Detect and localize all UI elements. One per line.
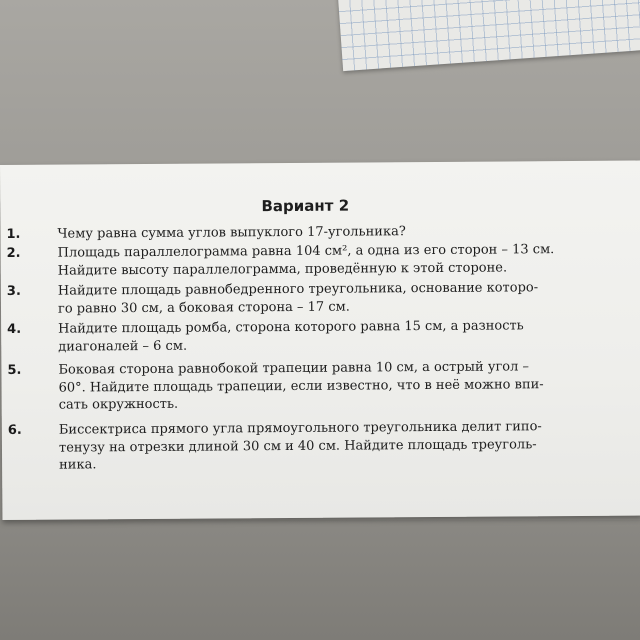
task-line: Найдите высоту параллелограмма, проведённую к этой стороне. — [57, 259, 508, 279]
task-line: Биссектриса прямого угла прямоугольного треугольника делит гипо- — [58, 419, 542, 438]
task-5 — [1, 359, 640, 413]
task-line: ника. — [59, 457, 97, 473]
task-number: 2. — [6, 245, 21, 261]
task-number: 3. — [6, 283, 21, 299]
task-line: го равно 30 см, а боковая сторона – 17 см. — [57, 299, 350, 317]
task-1 — [0, 223, 640, 242]
variant-title: Вариант 2 — [261, 196, 350, 216]
task-3 — [1, 280, 640, 317]
task-text — [59, 418, 619, 474]
task-number: 5. — [7, 362, 22, 378]
task-text — [58, 358, 618, 414]
task-line: тенузу на отрезки длиной 30 см и 40 см. Найдите площадь треуголь- — [58, 436, 537, 456]
task-line: Найдите площадь равнобедренного треугольника, основание которо- — [57, 280, 539, 299]
task-number: 1. — [6, 226, 21, 242]
table-surface-lower — [0, 520, 640, 640]
task-line: 60°. Найдите площадь трапеции, если известно, что в неё можно впи- — [58, 376, 544, 396]
task-text — [58, 279, 618, 318]
task-text — [58, 241, 618, 280]
task-line: сать окружность. — [58, 396, 179, 413]
task-number: 6. — [7, 422, 22, 438]
assignment-sheet — [0, 161, 640, 520]
task-line: Найдите площадь ромба, сторона которого равна 15 см, а разность — [58, 318, 524, 337]
task-number: 4. — [7, 321, 22, 337]
task-line: Боковая сторона равнобокой трапеции равна 10 см, а острый угол – — [58, 359, 530, 378]
task-line: Площадь параллелограмма равна 104 см², а одна из его сторон – 13 см. — [57, 242, 555, 261]
task-6 — [2, 419, 640, 473]
task-text — [57, 222, 617, 243]
task-line: Чему равна сумма углов выпуклого 17-угольника? — [57, 224, 406, 242]
task-4 — [1, 318, 640, 355]
task-text — [58, 317, 618, 356]
task-line: диагоналей – 6 см. — [58, 338, 188, 355]
